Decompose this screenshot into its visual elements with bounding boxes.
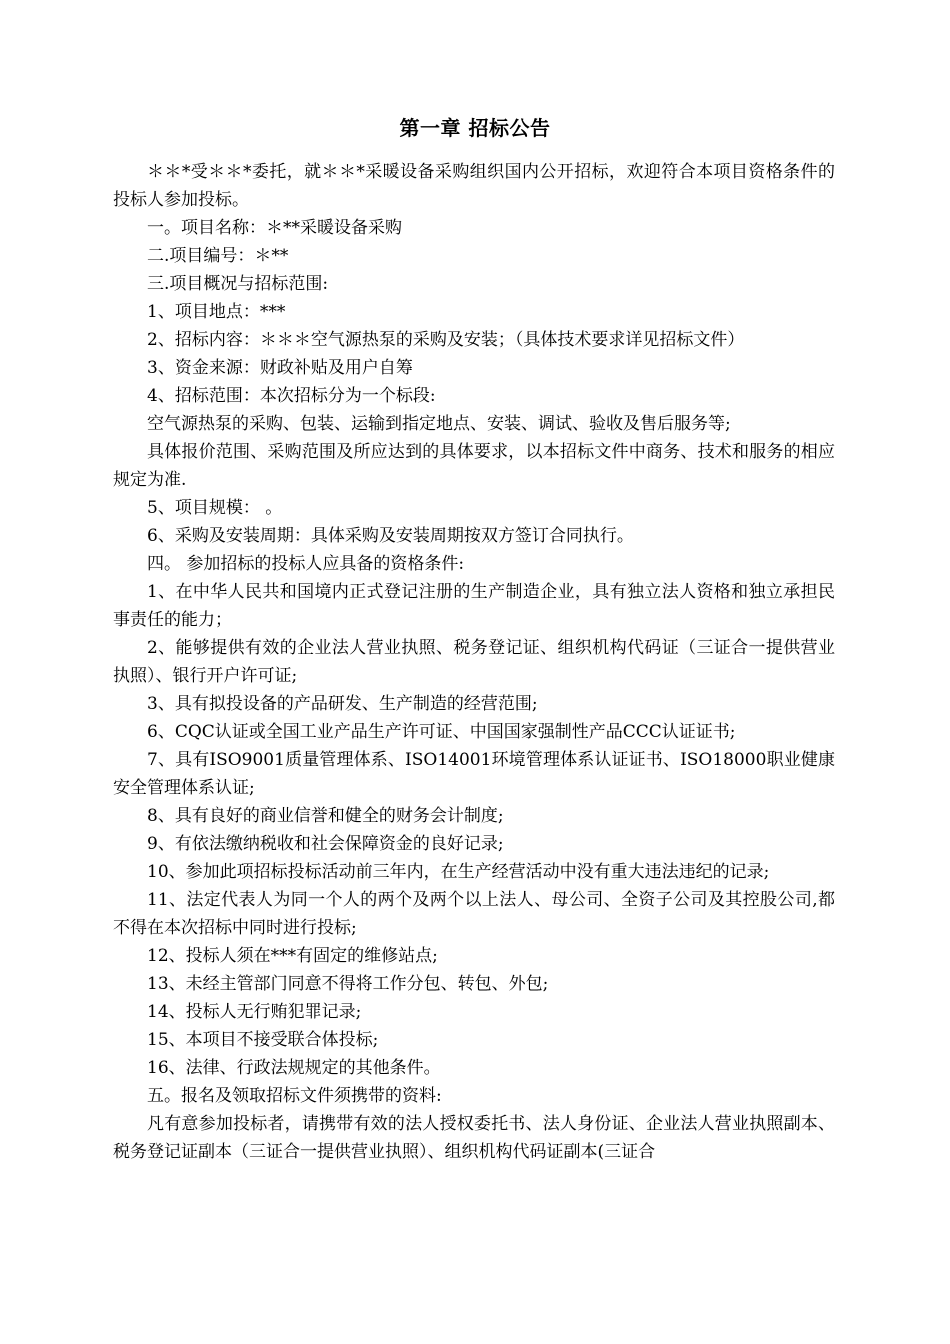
paragraph: 二.项目编号：＊** (147, 246, 289, 266)
paragraph: 8、具有良好的商业信誉和健全的财务会计制度; (147, 806, 504, 826)
paragraph: 四。 参加招标的投标人应具备的资格条件: (147, 554, 465, 574)
paragraph: 6、采购及安装周期：具体采购及安装周期按双方签订合同执行。 (147, 526, 634, 546)
paragraph: 16、法律、行政法规规定的其他条件。 (147, 1058, 441, 1078)
paragraph: 1、在中华人民共和国境内正式登记注册的生产制造企业，具有独立法人资格和独立承担民事责任的能力； (113, 582, 835, 630)
document-body (113, 158, 835, 1166)
paragraph: 11、法定代表人为同一个人的两个及两个以上法人、母公司、全资子公司及其控股公司,都不得在本次招标中同时进行投标; (113, 890, 835, 938)
paragraph: 15、本项目不接受联合体投标; (147, 1030, 379, 1050)
paragraph: 2、招标内容：＊＊＊空气源热泵的采购及安装；（具体技术要求详见招标文件） (147, 330, 745, 350)
paragraph: ＊＊*受＊＊*委托，就＊＊*采暖设备采购组织国内公开招标，欢迎符合本项目资格条件的投标人参加投标。 (113, 162, 835, 210)
paragraph: 10、参加此项招标投标活动前三年内，在生产经营活动中没有重大违法违纪的记录; (147, 862, 770, 882)
paragraph: 4、招标范围：本次招标分为一个标段: (147, 386, 436, 406)
paragraph: 5、项目规模： 。 (147, 498, 283, 518)
paragraph: 三.项目概况与招标范围: (147, 274, 329, 294)
paragraph: 一。项目名称：＊**采暖设备采购 (147, 218, 402, 238)
paragraph: 五。报名及领取招标文件须携带的资料: (147, 1086, 442, 1106)
paragraph: 具体报价范围、采购范围及所应达到的具体要求，以本招标文件中商务、技术和服务的相应规定为准. (113, 442, 835, 490)
paragraph: 凡有意参加投标者，请携带有效的法人授权委托书、法人身份证、企业法人营业执照副本、税务登记证副本（三证合一提供营业执照）、组织机构代码证副本(三证合 (113, 1114, 835, 1162)
paragraph: 9、有依法缴纳税收和社会保障资金的良好记录; (147, 834, 504, 854)
paragraph: 12、投标人须在***有固定的维修站点; (147, 946, 438, 966)
paragraph: 3、具有拟投设备的产品研发、生产制造的经营范围; (147, 694, 538, 714)
paragraph: 13、未经主管部门同意不得将工作分包、转包、外包; (147, 974, 549, 994)
paragraph: 3、资金来源：财政补贴及用户自筹 (147, 358, 413, 378)
paragraph: 空气源热泵的采购、包装、运输到指定地点、安装、调试、验收及售后服务等; (147, 414, 731, 434)
paragraph: 14、投标人无行贿犯罪记录; (147, 1002, 362, 1022)
paragraph: 6、CQC认证或全国工业产品生产许可证、中国国家强制性产品CCC认证证书; (147, 722, 736, 742)
paragraph: 1、项目地点：*** (147, 302, 286, 322)
paragraph: 7、具有ISO9001质量管理体系、ISO14001环境管理体系认证证书、ISO18000职业健康安全管理体系认证; (113, 750, 835, 798)
paragraph: 2、能够提供有效的企业法人营业执照、税务登记证、组织机构代码证（三证合一提供营业执照）、银行开户许可证; (113, 638, 835, 686)
chapter-title: 第一章 招标公告 (399, 116, 551, 140)
